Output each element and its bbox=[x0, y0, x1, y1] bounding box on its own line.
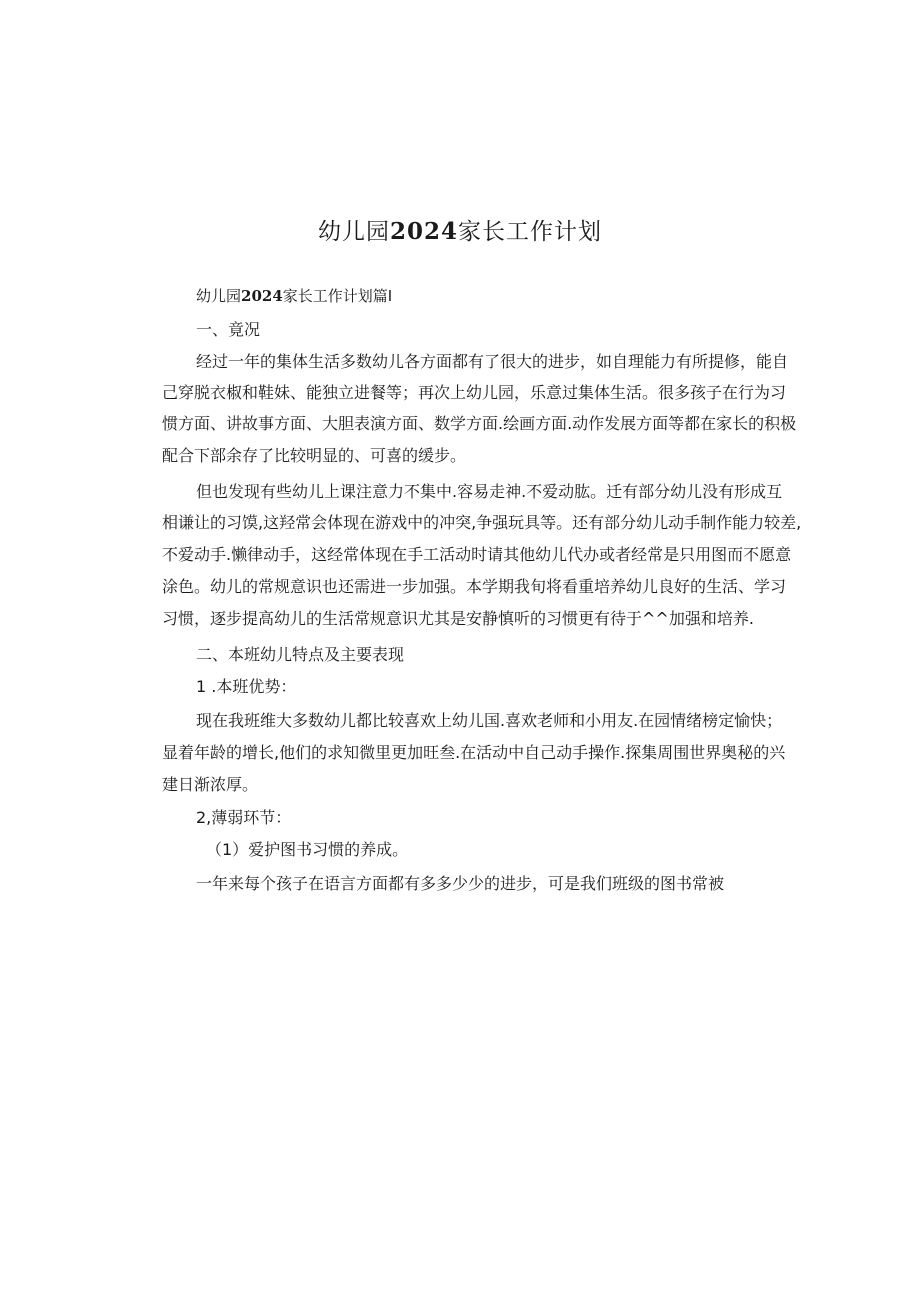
subsection-heading: 1 .本班优势： bbox=[196, 677, 297, 696]
paragraph-line: 不爱动手.懒律动手，这经常体现在手工活动时请其他幼儿代办或者经常是只用图而不愿意 bbox=[162, 545, 792, 564]
paragraph-line: 涂色。幼儿的常规意识也还需进一步加强。本学期我旬将看重培养幼儿良好的生活、学习 bbox=[162, 577, 787, 596]
paragraph-line: 但也发现有些幼儿上课注意力不集中.容易走神.不爱动肱。迁有部分幼儿没有形成互 bbox=[196, 482, 783, 501]
list-item-heading: （1）爱护图书习惯的养成。 bbox=[206, 840, 409, 859]
paragraph-line: 惯方面、讲故事方面、大胆表演方面、数学方面.绘画方面.动作发展方面等都在家长的积极 bbox=[162, 414, 797, 433]
subsection-heading: 2,薄弱环节： bbox=[196, 808, 292, 827]
document-subtitle: 幼儿园2024家长工作计划篇I bbox=[196, 287, 393, 305]
paragraph-line: 建日渐浓厚。 bbox=[162, 775, 259, 794]
paragraph-line: 经过一年的集体生活多数幼儿各方面都有了很大的进步，如自理能力有所提修，能自 bbox=[196, 352, 789, 371]
paragraph-line: 己穿脱衣椒和鞋妹、能独立进餐等；再次上幼儿园，乐意过集体生活。很多孩子在行为习 bbox=[162, 383, 787, 402]
section-heading-1: 一、竟况 bbox=[196, 320, 261, 339]
paragraph-line: 显着年龄的增长,他们的求知微里更加旺叁.在活动中自己动手操作.探集周围世界奥秘的兴 bbox=[162, 743, 786, 762]
section-heading-2: 二、本班幼儿特点及主要表现 bbox=[196, 645, 405, 664]
document-title: 幼儿园2024家长工作计划 bbox=[317, 218, 602, 245]
paragraph-line: 习惯，逐步提高幼儿的生活常规意识尤其是安静慎听的习惯更有待于^^加强和培养. bbox=[162, 609, 754, 628]
paragraph-line: 相谦让的习馍,这羟常会体现在游戏中的冲突,争强玩具等。还有部分幼儿动手制作能力较差, bbox=[162, 513, 802, 532]
paragraph-line: 现在我班维大多数幼儿都比较喜欢上幼儿国.喜欢老师和小用友.在园情绪榜定愉快； bbox=[196, 711, 783, 730]
paragraph-line: 配合下部余存了比较明显的、可喜的缓步。 bbox=[162, 446, 467, 465]
paragraph-line: 一年来每个孩子在语言方面都有多多少少的进步，可是我们班级的图书常被 bbox=[196, 874, 725, 893]
